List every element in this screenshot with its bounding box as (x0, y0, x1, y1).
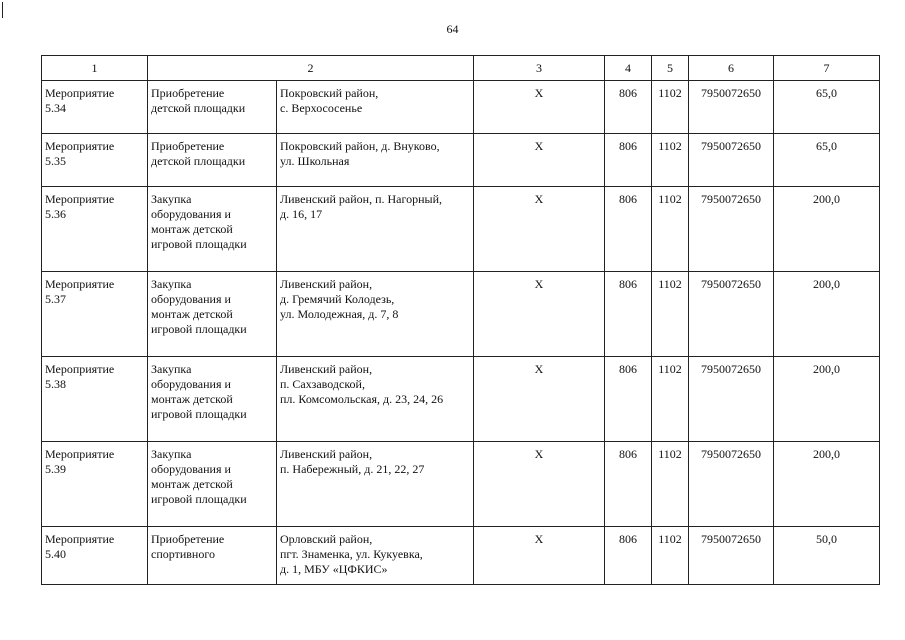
col7-cell: 200,0 (774, 187, 880, 272)
name-cell: Закупка оборудования и монтаж детской игровой площадки (148, 272, 277, 357)
table-header-row (42, 56, 880, 81)
event-cell: Мероприятие 5.34 (42, 81, 148, 134)
event-cell: Мероприятие 5.40 (42, 527, 148, 585)
event-cell: Мероприятие 5.39 (42, 442, 148, 527)
margin-mark (2, 2, 3, 18)
location-cell: Ливенский район, п. Набережный, д. 21, 22, 27 (277, 442, 474, 527)
col3-cell: Х (474, 187, 605, 272)
header-cell-1: 1 (42, 56, 148, 81)
col4-cell: 806 (605, 272, 652, 357)
col4-cell: 806 (605, 442, 652, 527)
col4-cell: 806 (605, 134, 652, 187)
table-row (42, 527, 880, 585)
location-cell: Покровский район, д. Внуково, ул. Школьная (277, 134, 474, 187)
col5-cell: 1102 (652, 272, 689, 357)
location-cell: Ливенский район, д. Гремячий Колодезь, ул. Молодежная, д. 7, 8 (277, 272, 474, 357)
header-cell-5: 5 (652, 56, 689, 81)
table-row (42, 272, 880, 357)
col4-cell: 806 (605, 81, 652, 134)
col4-cell: 806 (605, 357, 652, 442)
col3-cell: Х (474, 357, 605, 442)
header-cell-3: 3 (474, 56, 605, 81)
col5-cell: 1102 (652, 357, 689, 442)
col7-cell: 50,0 (774, 527, 880, 585)
name-cell: Закупка оборудования и монтаж детской игровой площадки (148, 187, 277, 272)
col7-cell: 65,0 (774, 81, 880, 134)
col3-cell: Х (474, 134, 605, 187)
table-row (42, 442, 880, 527)
col3-cell: Х (474, 527, 605, 585)
col3-cell: Х (474, 272, 605, 357)
col6-cell: 7950072650 (689, 272, 774, 357)
location-cell: Ливенский район, п. Сахзаводской, пл. Комсомольская, д. 23, 24, 26 (277, 357, 474, 442)
name-cell: Закупка оборудования и монтаж детской игровой площадки (148, 442, 277, 527)
location-cell: Орловский район, пгт. Знаменка, ул. Кукуевка, д. 1, МБУ «ЦФКИС» (277, 527, 474, 585)
event-cell: Мероприятие 5.35 (42, 134, 148, 187)
table-row (42, 357, 880, 442)
col5-cell: 1102 (652, 134, 689, 187)
col3-cell: Х (474, 442, 605, 527)
col4-cell: 806 (605, 527, 652, 585)
table-row (42, 187, 880, 272)
header-cell-7: 7 (774, 56, 880, 81)
col4-cell: 806 (605, 187, 652, 272)
name-cell: Приобретение спортивного (148, 527, 277, 585)
col5-cell: 1102 (652, 442, 689, 527)
location-cell: Покровский район, с. Верхососенье (277, 81, 474, 134)
col7-cell: 200,0 (774, 272, 880, 357)
header-cell-4: 4 (605, 56, 652, 81)
event-cell: Мероприятие 5.36 (42, 187, 148, 272)
col6-cell: 7950072650 (689, 357, 774, 442)
event-cell: Мероприятие 5.38 (42, 357, 148, 442)
col5-cell: 1102 (652, 527, 689, 585)
header-cell-6: 6 (689, 56, 774, 81)
col5-cell: 1102 (652, 81, 689, 134)
data-table (41, 55, 880, 585)
header-cell-2: 2 (148, 56, 474, 81)
col6-cell: 7950072650 (689, 187, 774, 272)
name-cell: Закупка оборудования и монтаж детской игровой площадки (148, 357, 277, 442)
col7-cell: 200,0 (774, 357, 880, 442)
name-cell: Приобретение детской площадки (148, 134, 277, 187)
col7-cell: 200,0 (774, 442, 880, 527)
col6-cell: 7950072650 (689, 442, 774, 527)
col5-cell: 1102 (652, 187, 689, 272)
col6-cell: 7950072650 (689, 81, 774, 134)
page-number: 64 (446, 22, 459, 36)
col6-cell: 7950072650 (689, 527, 774, 585)
col3-cell: Х (474, 81, 605, 134)
table-row (42, 134, 880, 187)
location-cell: Ливенский район, п. Нагорный, д. 16, 17 (277, 187, 474, 272)
event-cell: Мероприятие 5.37 (42, 272, 148, 357)
name-cell: Приобретение детской площадки (148, 81, 277, 134)
col6-cell: 7950072650 (689, 134, 774, 187)
col7-cell: 65,0 (774, 134, 880, 187)
table-row (42, 81, 880, 134)
